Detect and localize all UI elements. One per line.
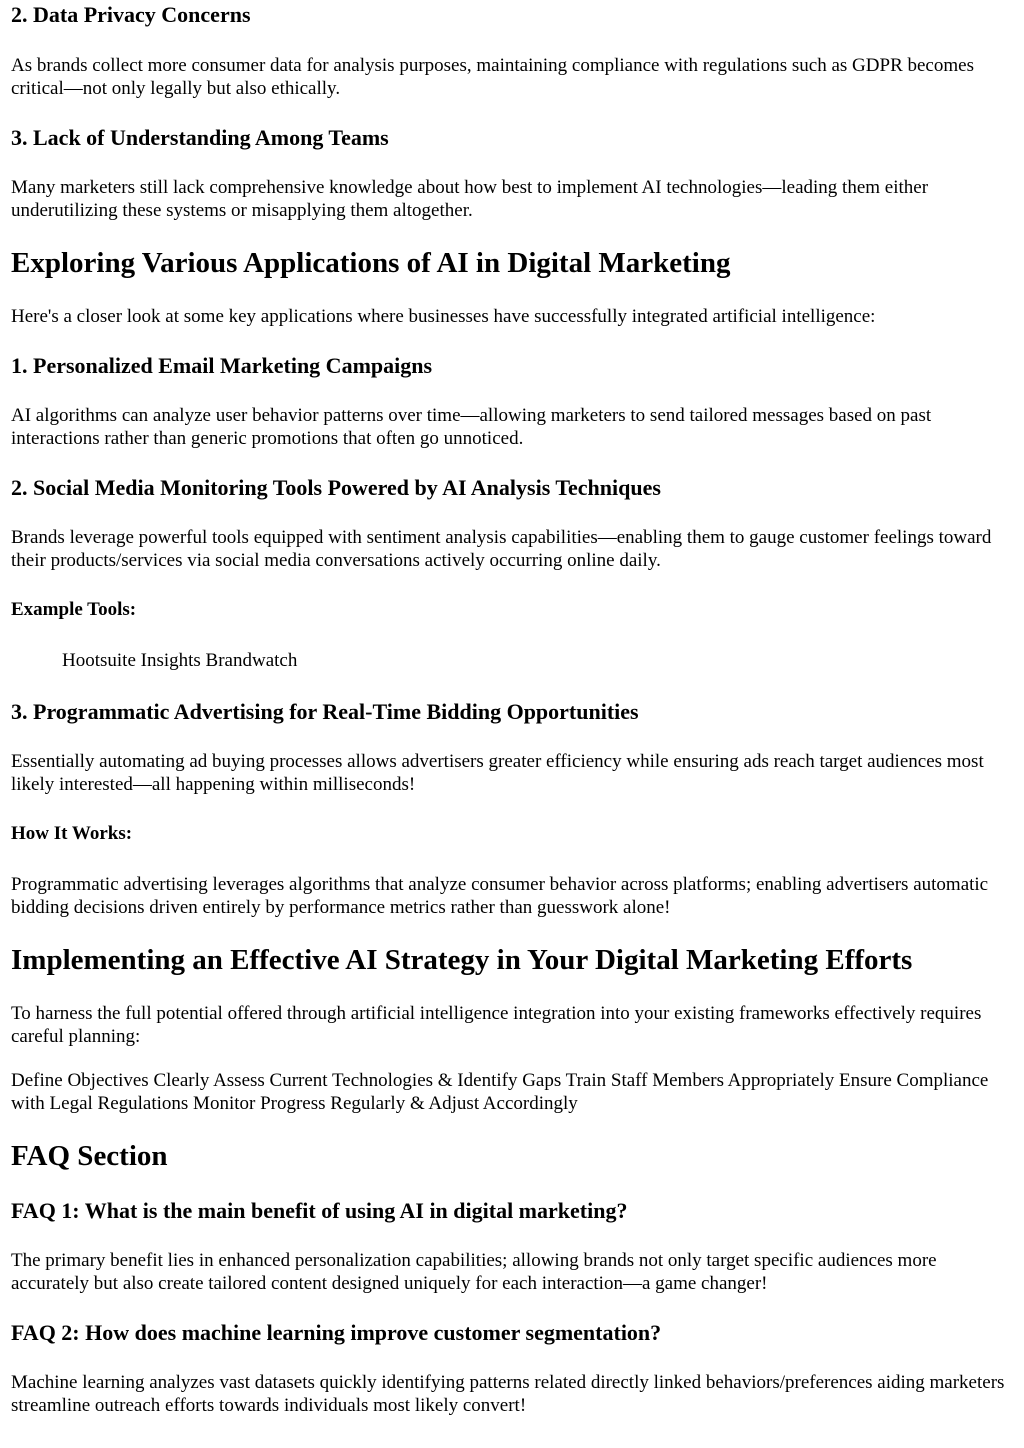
email-heading: 1. Personalized Email Marketing Campaigns [11, 353, 433, 378]
article-page [0, 2, 1024, 1417]
understanding-heading: 3. Lack of Understanding Among Teams [11, 125, 389, 150]
social-body: Brands leverage powerful tools equipped with sentiment analysis capabilities—enabling them to gauge customer feelings toward their products/services via social media conversations actively occurring online daily. [11, 527, 992, 571]
privacy-body: As brands collect more consumer data for analysis purposes, maintaining compliance with regulations such as GDPR becomes critical—not only legally but also ethically. [11, 55, 974, 99]
programmatic-heading: 3. Programmatic Advertising for Real-Time Bidding Opportunities [11, 699, 639, 724]
how-it-works-body: Programmatic advertising leverages algorithms that analyze consumer behavior across platforms; enabling advertisers automatic bidding decisions driven entirely by performance metrics rather than guesswork alone! [11, 874, 989, 918]
email-body: AI algorithms can analyze user behavior patterns over time—allowing marketers to send tailored messages based on past interactions rather than generic promotions that often go unnoticed. [11, 405, 932, 449]
applications-intro: Here's a closer look at some key applications where businesses have successfully integrated artificial intelligence: [11, 306, 876, 327]
applications-heading: Exploring Various Applications of AI in Digital Marketing [11, 247, 731, 279]
faq1-answer: The primary benefit lies in enhanced personalization capabilities; allowing brands not only target specific audiences more accurately but also create tailored content designed uniquely for each interaction—a game changer! [11, 1250, 937, 1294]
example-tools-label: Example Tools: [11, 599, 137, 620]
faq1-question: FAQ 1: What is the main benefit of using AI in digital marketing? [11, 1198, 628, 1223]
example-tools-list: Hootsuite Insights Brandwatch [62, 650, 298, 671]
faq2-answer: Machine learning analyzes vast datasets quickly identifying patterns related directly linked behaviors/preferences aiding marketers streamline outreach efforts towards individuals most likely convert! [11, 1372, 1005, 1416]
social-heading: 2. Social Media Monitoring Tools Powered by AI Analysis Techniques [11, 475, 661, 500]
strategy-heading: Implementing an Effective AI Strategy in Your Digital Marketing Efforts [11, 944, 913, 976]
privacy-heading: 2. Data Privacy Concerns [11, 2, 251, 27]
faq-heading: FAQ Section [11, 1140, 168, 1172]
faq2-question: FAQ 2: How does machine learning improve customer segmentation? [11, 1320, 662, 1345]
programmatic-body: Essentially automating ad buying processes allows advertisers greater efficiency while ensuring ads reach target audiences most likely interested—all happening within milliseconds! [11, 751, 984, 795]
how-it-works-label: How It Works: [11, 823, 133, 844]
strategy-intro: To harness the full potential offered through artificial intelligence integration into your existing frameworks effectively requires careful planning: [11, 1003, 982, 1047]
strategy-steps: Define Objectives Clearly Assess Current Technologies & Identify Gaps Train Staff Members Appropriately Ensure Compliance with Legal Regulations Monitor Progress Regularly & Adjust Accordingly [11, 1070, 989, 1114]
understanding-body: Many marketers still lack comprehensive knowledge about how best to implement AI technologies—leading them either underutilizing these systems or misapplying them altogether. [11, 177, 929, 221]
